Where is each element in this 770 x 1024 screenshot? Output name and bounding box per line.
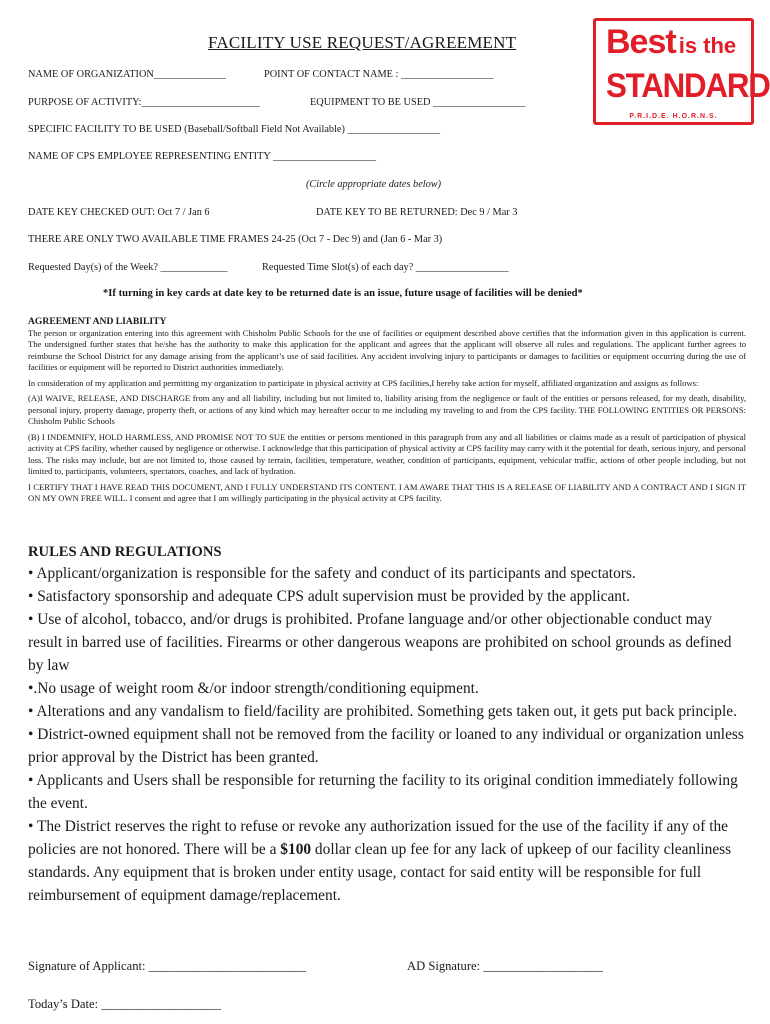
agreement-section bbox=[28, 316, 746, 505]
point-of-contact-field[interactable]: POINT OF CONTACT NAME : __________________ bbox=[264, 69, 494, 80]
rule-item: •.No usage of weight room &/or indoor strength/conditioning equipment. bbox=[28, 680, 479, 697]
logo-tagline: P.R.I.D.E. H.O.R.N.S. bbox=[629, 113, 718, 120]
agreement-paragraph-1: The person or organization entering into this agreement with Chisholm Public Schools for the use of facilities or equipment described above certifies that the information given in this application is current. The undersigned further states that he/she has the authority to make this application for the applicant and agrees that the applicant will observe all rules and regulations. The applicant further agrees to reimburse the School District for any damage arising from the applicant’s use of said facilities. Any accident involving injury to participants or damages to facilities or equipment occurring during the use of facilities or equipment will be reported to District authorities immediately. bbox=[28, 327, 746, 372]
rules-heading: RULES AND REGULATIONS bbox=[28, 544, 222, 560]
rule-item: • District-owned equipment shall not be removed from the facility or loaned to any individual or organization unless prior approval by the District has been granted. bbox=[28, 726, 744, 766]
agreement-paragraph-indemnify: (B) I INDEMNIFY, HOLD HARMLESS, AND PROMISE NOT TO SUE the entities or persons mentioned in this paragraph from any and all liabilities or claims made as a result of participation of physical activity at CPS facility, whether caused by negligence or otherwise. I acknowledge that this participation of physical activity at CPS facility may carry with it the potential for death, serious injury, and personal loss. The risks may include, but are not limited to, those caused by terrain, facilities, temperature, weather, condition of participants, equipment, vehicular traffic, actions of other people including, but not limited to, participants, volunteers, spectators, coaches, and lack of hydration. bbox=[28, 431, 746, 476]
rule-item: • Applicant/organization is responsible for the safety and conduct of its participants and spectators. bbox=[28, 565, 636, 582]
logo-best: Best bbox=[606, 23, 676, 61]
key-card-warning: *If turning in key cards at date key to be returned date is an issue, future usage of facilities will be denied* bbox=[103, 288, 583, 299]
logo-is-the: is the bbox=[678, 33, 737, 58]
agreement-paragraph-certify: I CERTIFY THAT I HAVE READ THIS DOCUMENT, AND I FULLY UNDERSTAND ITS CONTENT. I AM AWARE THAT THIS IS A RELEASE OF LIABILITY AND A CONTRACT AND I SIGN IT ON MY OWN FREE WILL. I consent and agree that I am willingly participating in the physical activity at CPS facility. bbox=[28, 481, 746, 503]
date-key-returned[interactable]: DATE KEY TO BE RETURNED: Dec 9 / Mar 3 bbox=[316, 207, 518, 218]
ad-signature-field[interactable]: AD Signature: ___________________ bbox=[407, 959, 603, 973]
rule-text-pre: • The District reserves the right to refuse or revoke any authorization issued for the use of the facility if any of the policies are not honored. There will be a bbox=[28, 818, 729, 858]
org-name-field[interactable]: NAME OF ORGANIZATION______________ bbox=[28, 69, 226, 80]
applicant-signature-field[interactable]: Signature of Applicant: _________________________ bbox=[28, 959, 307, 973]
time-frames-note: THERE ARE ONLY TWO AVAILABLE TIME FRAMES 24-25 (Oct 7 - Dec 9) and (Jan 6 - Mar 3) bbox=[28, 234, 443, 245]
purpose-field[interactable]: PURPOSE OF ACTIVITY:_______________________ bbox=[28, 97, 260, 108]
agreement-heading: AGREEMENT AND LIABILITY bbox=[28, 316, 167, 327]
best-is-the-standard-logo bbox=[593, 18, 770, 125]
rule-item: • Use of alcohol, tobacco, and/or drugs is prohibited. Profane language and/or other objectionable conduct may result in barred use of facilities. Firearms or other dangerous weapons are prohibited on school grounds as defined by law bbox=[28, 611, 732, 674]
page-title: FACILITY USE REQUEST/AGREEMENT bbox=[208, 33, 517, 52]
agreement-paragraph-waive: (A)I WAIVE, RELEASE, AND DISCHARGE from any and all liability, including but not limited to, liability arising from the negligence or fault of the entities or persons released, for my death, disability, personal injury, property damage, property theft, or actions of any kind which may hereafter occur to me including my traveling to and from the CPS facility. THE FOLLOWING ENTITIES OR PERSONS: Chisholm Public Schools bbox=[28, 393, 746, 426]
logo-standard: STANDARD bbox=[606, 67, 770, 105]
rule-text-post: dollar clean up fee for any lack of upkeep of our facility cleanliness standards. Any equipment that is broken under entity usage, contact for said entity will be responsible for full reimbursement of equipment damage/replacement. bbox=[28, 841, 732, 904]
requested-days-field[interactable]: Requested Day(s) of the Week? _____________ bbox=[28, 262, 228, 273]
cleanup-fee-amount: $100 bbox=[280, 841, 312, 858]
rule-item: • Alterations and any vandalism to field/facility are prohibited. Something gets taken out, it gets put back principle. bbox=[28, 703, 737, 720]
circle-dates-note: (Circle appropriate dates below) bbox=[306, 179, 442, 190]
rule-item-cleanup-fee bbox=[28, 815, 750, 907]
requested-time-field[interactable]: Requested Time Slot(s) of each day? __________________ bbox=[262, 262, 509, 273]
agreement-paragraph-2: In consideration of my application and permitting my organization to participate in physical activity at CPS facilities,I hereby take action for myself, affiliated organization and assigns as follows: bbox=[28, 377, 699, 388]
specific-facility-field[interactable]: SPECIFIC FACILITY TO BE USED (Baseball/Softball Field Not Available) __________________ bbox=[28, 124, 441, 135]
cps-employee-field[interactable]: NAME OF CPS EMPLOYEE REPRESENTING ENTITY ____________________ bbox=[28, 151, 377, 162]
rule-item: • Satisfactory sponsorship and adequate CPS adult supervision must be provided by the applicant. bbox=[28, 588, 631, 605]
equipment-field[interactable]: EQUIPMENT TO BE USED __________________ bbox=[310, 97, 526, 108]
date-key-checked-out[interactable]: DATE KEY CHECKED OUT: Oct 7 / Jan 6 bbox=[28, 207, 210, 218]
todays-date-field[interactable]: Today’s Date: ___________________ bbox=[28, 997, 221, 1011]
rule-item: • Applicants and Users shall be responsible for returning the facility to its original condition immediately following the event. bbox=[28, 772, 738, 812]
rules-section bbox=[28, 542, 750, 907]
